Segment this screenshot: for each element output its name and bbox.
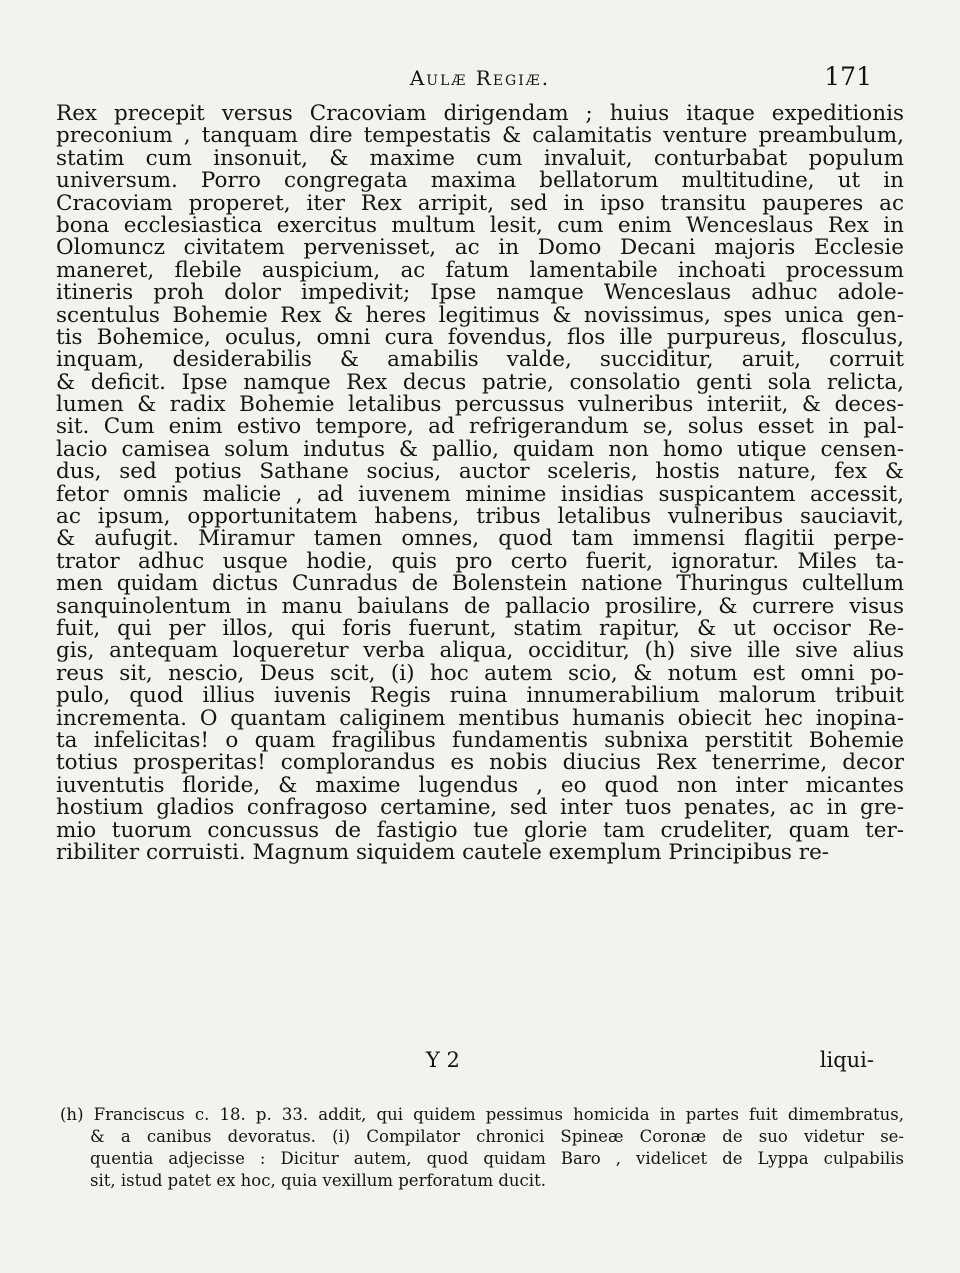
text-line: incrementa. O quantam caliginem mentibus humanis obiecit hec inopina- bbox=[56, 707, 904, 730]
text-line: Rex precepit versus Cracoviam dirigendam ; huius itaque expeditionis bbox=[56, 103, 904, 126]
text-line: trator adhuc usque hodie, quis pro certo fuerit, ignoratur. Miles ta- bbox=[56, 550, 904, 574]
text-line: reus sit, nescio, Deus scit, (i) hoc autem scio, & notum est omni po- bbox=[56, 662, 904, 686]
text-line: tis Bohemice, oculus, omni cura fovendus, flos ille purpureus, flosculus, bbox=[56, 326, 904, 350]
text-line: & aufugit. Miramur tamen omnes, quod tam immensi flagitii perpe- bbox=[56, 528, 904, 551]
text-line: Olomuncz civitatem pervenisset, ac in Domo Decani majoris Ecclesie bbox=[56, 237, 904, 260]
text-line: universum. Porro congregata maxima bellatorum multitudine, ut in bbox=[56, 170, 904, 193]
footnote-line: sit, istud patet ex hoc, quia vexillum perforatum ducit. bbox=[90, 1171, 546, 1190]
text-line: mio tuorum concussus de fastigio tue glorie tam crudeliter, quam ter- bbox=[56, 819, 904, 842]
text-line: totius prosperitas! complorandus es nobis diucius Rex tenerrime, decor bbox=[56, 752, 904, 775]
text-line: itineris proh dolor impedivit; Ipse namque Wenceslaus adhuc adole- bbox=[56, 282, 904, 305]
text-line: maneret, flebile auspicium, ac fatum lamentabile inchoati processum bbox=[56, 259, 904, 283]
text-line: ribiliter corruisti. Magnum siquidem cautele exemplum Principibus re- bbox=[56, 841, 830, 865]
page-foot bbox=[56, 1048, 904, 1076]
text-line: fetor omnis malicie , ad iuvenem minime insidias suspicantem accessit, bbox=[56, 483, 904, 507]
text-line: inquam, desiderabilis & amabilis valde, succiditur, aruit, corruit bbox=[56, 349, 904, 372]
text-line: scentulus Bohemie Rex & heres legitimus & novissimus, spes unica gen- bbox=[56, 304, 904, 327]
text-line: & deficit. Ipse namque Rex decus patrie, consolatio genti sola relicta, bbox=[56, 371, 904, 395]
text-line: ac ipsum, opportunitatem habens, tribus letalibus vulneribus sauciavit, bbox=[56, 506, 904, 529]
running-head bbox=[0, 62, 960, 102]
text-line: statim cum insonuit, & maxime cum invaluit, conturbabat populum bbox=[56, 147, 904, 171]
text-line: hostium gladios confragoso certamine, sed inter tuos penates, ac in gre- bbox=[56, 797, 904, 820]
footnote-line: (h) Franciscus c. 18. p. 33. addit, qui quidem pessimus homicida in partes fuit dimembratus, bbox=[60, 1105, 904, 1124]
footnote-line: & a canibus devoratus. (i) Compilator chronici Spineæ Coronæ de suo videtur se- bbox=[90, 1127, 904, 1146]
text-line: bona ecclesiastica exercitus multum lesit, cum enim Wenceslaus Rex in bbox=[56, 214, 904, 238]
signature-mark: Y 2 bbox=[426, 1048, 460, 1072]
page-number: 171 bbox=[824, 62, 872, 91]
text-line: men quidam dictus Cunradus de Bolenstein natione Thuringus cultellum bbox=[56, 573, 904, 596]
footnote-line: quentia adjecisse : Dicitur autem, quod quidam Baro , videlicet de Lyppa culpabilis bbox=[90, 1149, 904, 1168]
text-line: lumen & radix Bohemie letalibus percussus vulneribus interiit, & deces- bbox=[56, 394, 904, 417]
text-line: gis, antequam loqueretur verba aliqua, occiditur, (h) sive ille sive alius bbox=[56, 640, 904, 663]
text-line: sanquinolentum in manu baiulans de pallacio prosilire, & currere visus bbox=[56, 595, 904, 618]
text-line: fuit, qui per illos, qui foris fuerunt, statim rapitur, & ut occisor Re- bbox=[56, 617, 904, 641]
running-title: Aulæ Regiæ. bbox=[409, 66, 551, 90]
text-line: sit. Cum enim estivo tempore, ad refrigerandum se, solus esset in pal- bbox=[56, 416, 904, 439]
text-line: dus, sed potius Sathane socius, auctor sceleris, hostis nature, fex & bbox=[56, 461, 904, 484]
body-text bbox=[56, 103, 904, 864]
catchword: liqui- bbox=[819, 1048, 874, 1072]
text-line: preconium , tanquam dire tempestatis & calamitatis venture preambulum, bbox=[56, 125, 904, 148]
text-line: iuventutis floride, & maxime lugendus , eo quod non inter micantes bbox=[56, 774, 904, 798]
footnotes bbox=[60, 1104, 904, 1192]
text-line: pulo, quod illius iuvenis Regis ruina innumerabilium malorum tribuit bbox=[56, 685, 904, 708]
text-line: Cracoviam properet, iter Rex arripit, sed in ipso transitu pauperes ac bbox=[56, 192, 904, 215]
text-line: lacio camisea solum indutus & pallio, quidam non homo utique censen- bbox=[56, 438, 904, 462]
text-line: ta infelicitas! o quam fragilibus fundamentis subnixa perstitit Bohemie bbox=[56, 729, 904, 753]
